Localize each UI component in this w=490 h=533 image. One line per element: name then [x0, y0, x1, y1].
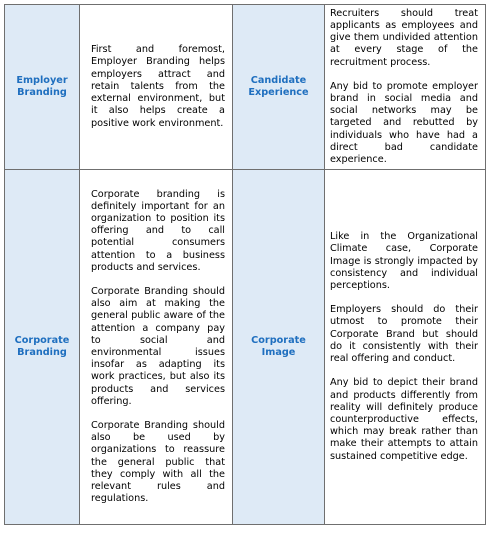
paragraph: Any bid to depict their brand and products differently from reality will definitely produce counterproductive effects, which may break rather than make their attempts to attain sustained competitive edge. [330, 377, 478, 462]
candidate-experience-description [325, 5, 486, 170]
row-label-candidate-experience: Candidate Experience [233, 5, 325, 170]
paragraph: First and foremost, Employer Branding helps employers attract and retain talents from the external environment, but it also helps create a positive work environment. [91, 44, 225, 129]
row-label-corporate-image: Corporate Image [233, 170, 325, 525]
corporate-image-description [325, 170, 486, 525]
table-row [5, 5, 486, 170]
paragraph: Corporate Branding should also aim at making the general public aware of the attention a company pay to social and environmental issues insofar as adapting its work practices, but also its products and services offering. [91, 285, 225, 407]
comparison-table [4, 4, 486, 525]
paragraph: Recruiters should treat applicants as employees and give them undivided attention at every stage of the recruitment process. [330, 7, 478, 68]
paragraph: Like in the Organizational Climate case, Corporate Image is strongly impacted by consistency and individual perceptions. [330, 231, 478, 292]
row-label-employer-branding: Employer Branding [5, 5, 80, 170]
corporate-branding-description [80, 170, 233, 525]
paragraph: Corporate Branding should also be used by organizations to reassure the general public that they comply with all the relevant rules and regulations. [91, 420, 225, 505]
table-row [5, 170, 486, 525]
paragraph: Corporate branding is definitely important for an organization to position its offering and to call potential consumers attention to a business products and services. [91, 188, 225, 273]
paragraph: Any bid to promote employer brand in social media and social networks may be targeted and rebutted by individuals who have had a direct bad candidate experience. [330, 80, 478, 166]
employer-branding-description [80, 5, 233, 170]
row-label-corporate-branding: Corporate Branding [5, 170, 80, 525]
paragraph: Employers should do their utmost to promote their Corporate Brand but should do it consistently with their real offering and conduct. [330, 304, 478, 365]
